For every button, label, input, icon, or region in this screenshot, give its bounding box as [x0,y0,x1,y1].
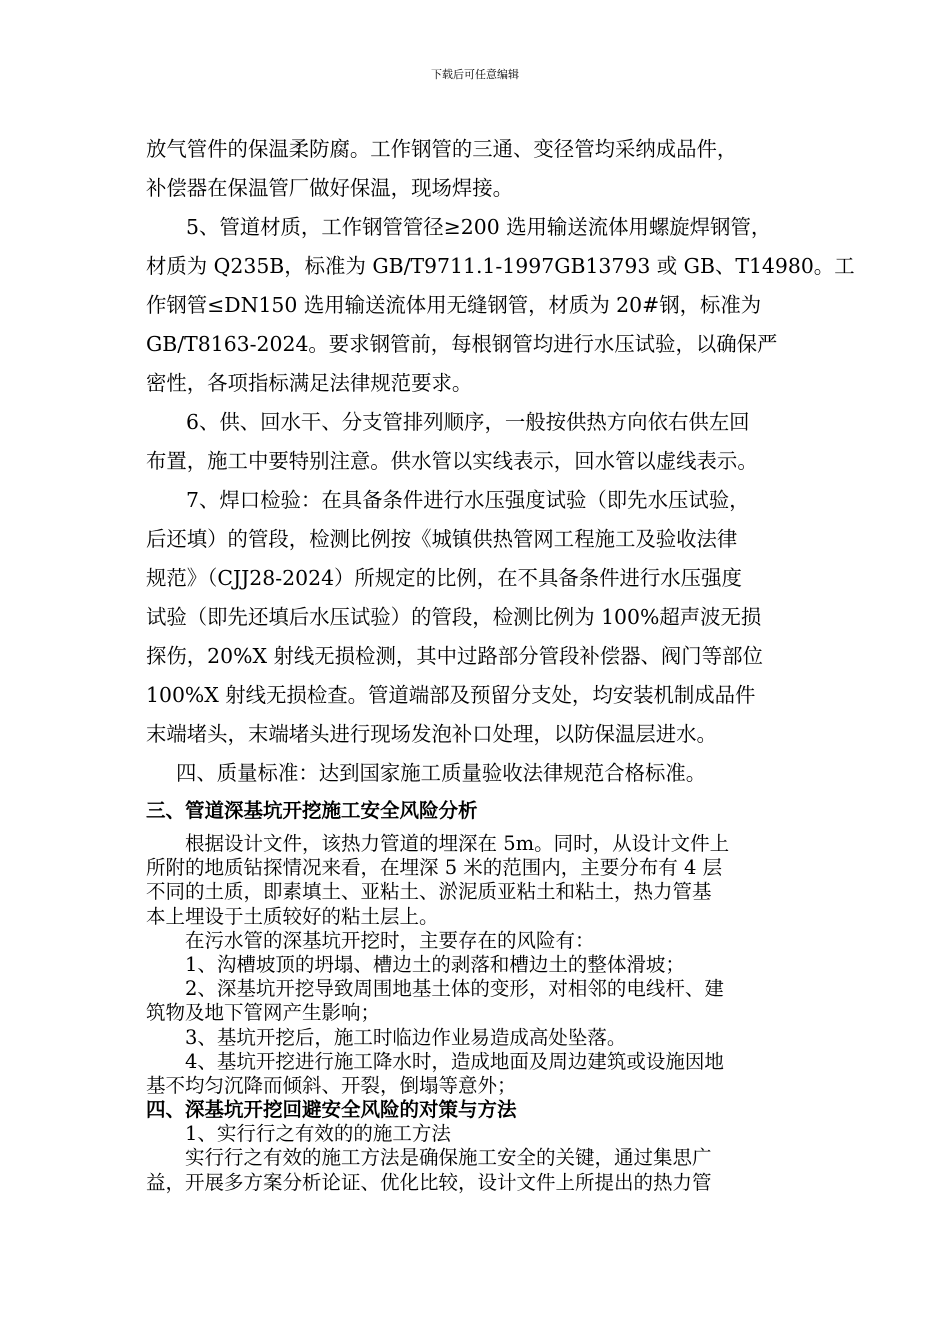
paragraph-line: 实行行之有效的施工方法是确保施工安全的关键，通过集思广 [185,1146,712,1170]
paragraph-line: 试验（即先还填后水压试验）的管段，检测比例为 100%超声波无损 [146,605,762,629]
paragraph-line: 5、管道材质，工作钢管管径≥200 选用输送流体用螺旋焊钢管， [186,215,772,239]
document-body [146,130,855,1195]
paragraph-line: 补偿器在保温管厂做好保温，现场焊接。 [146,176,514,200]
paragraph-line: 益，开展多方案分析论证、优化比较，设计文件上所提出的热力管 [146,1170,712,1194]
quality-standard-line: 四、质量标准：达到国家施工质量验收法律规范合格标准。 [176,761,707,785]
paragraph-line: 材质为 Q235B，标准为 GB/T9711.1-1997GB13793 或 GB、T14980。工 [146,254,855,278]
paragraph-line: 规范》（CJJ28-2024）所规定的比例，在不具备条件进行水压强度 [146,566,742,590]
section-countermeasures [146,1098,810,1195]
paragraph-line: 基不均匀沉降而倾斜、开裂，倒塌等意外； [146,1074,517,1098]
subsection-title: 1、实行行之有效的的施工方法 [185,1122,451,1146]
paragraph-line: 布置，施工中要特别注意。供水管以实线表示，回水管以虚线表示。 [146,449,758,473]
risk-item: 2、深基坑开挖导致周围地基土体的变形，对相邻的电线杆、建 [185,977,724,1001]
paragraph-line: 筑物及地下管网产生影响； [146,1001,381,1025]
paragraph-line: 不同的土质，即素填土、亚粘土、淤泥质亚粘土和粘土，热力管基 [146,880,712,904]
paragraph-line: 7、焊口检验：在具备条件进行水压强度试验（即先水压试验， [186,488,750,512]
risk-item: 1、沟槽坡顶的坍塌、槽边土的剥落和槽边土的整体滑坡； [185,953,685,977]
paragraph-line: 在污水管的深基坑开挖时，主要存在的风险有： [185,928,595,952]
paragraph-line: 探伤，20%X 射线无损检测，其中过路部分管段补偿器、阀门等部位 [146,644,763,668]
paragraph-line: GB/T8163-2024。要求钢管前，每根钢管均进行水压试验，以确保严 [146,332,778,356]
paragraph-line: 根据设计文件，该热力管道的埋深在 5m。同时，从设计文件上 [185,832,730,855]
paragraph-line: 作钢管≤DN150 选用输送流体用无缝钢管，材质为 20#钢，标准为 [146,293,762,317]
section-heading: 四、深基坑开挖回避安全风险的对策与方法 [146,1098,517,1122]
body-section-continued [146,130,855,793]
section-risk-analysis [146,799,810,1098]
paragraph-line: 末端堵头，末端堵头进行现场发泡补口处理，以防保温层进水。 [146,722,717,746]
paragraph-line: 放气管件的保温柔防腐。工作钢管的三通、变径管均采纳成品件， [146,137,738,161]
paragraph-line: 100%X 射线无损检查。管道端部及预留分支处，均安装机制成品件 [146,683,756,707]
page-header: 下载后可任意编辑 [431,68,519,81]
paragraph-line: 所附的地质钻探情况来看，在埋深 5 米的范围内，主要分布有 4 层 [146,856,723,880]
paragraph-line: 本上埋设于土质较好的粘土层上。 [146,904,439,928]
risk-item: 4、基坑开挖进行施工降水时，造成地面及周边建筑或设施因地 [185,1049,724,1073]
paragraph-line: 6、供、回水干、分支管排列顺序，一般按供热方向依右供左回 [186,410,750,434]
section-heading: 三、管道深基坑开挖施工安全风险分析 [146,799,478,822]
risk-item: 3、基坑开挖后，施工时临边作业易造成高处坠落。 [185,1025,627,1049]
paragraph-line: 后还填）的管段，检测比例按《城镇供热管网工程施工及验收法律 [146,527,738,551]
paragraph-line: 密性，各项指标满足法律规范要求。 [146,371,473,395]
